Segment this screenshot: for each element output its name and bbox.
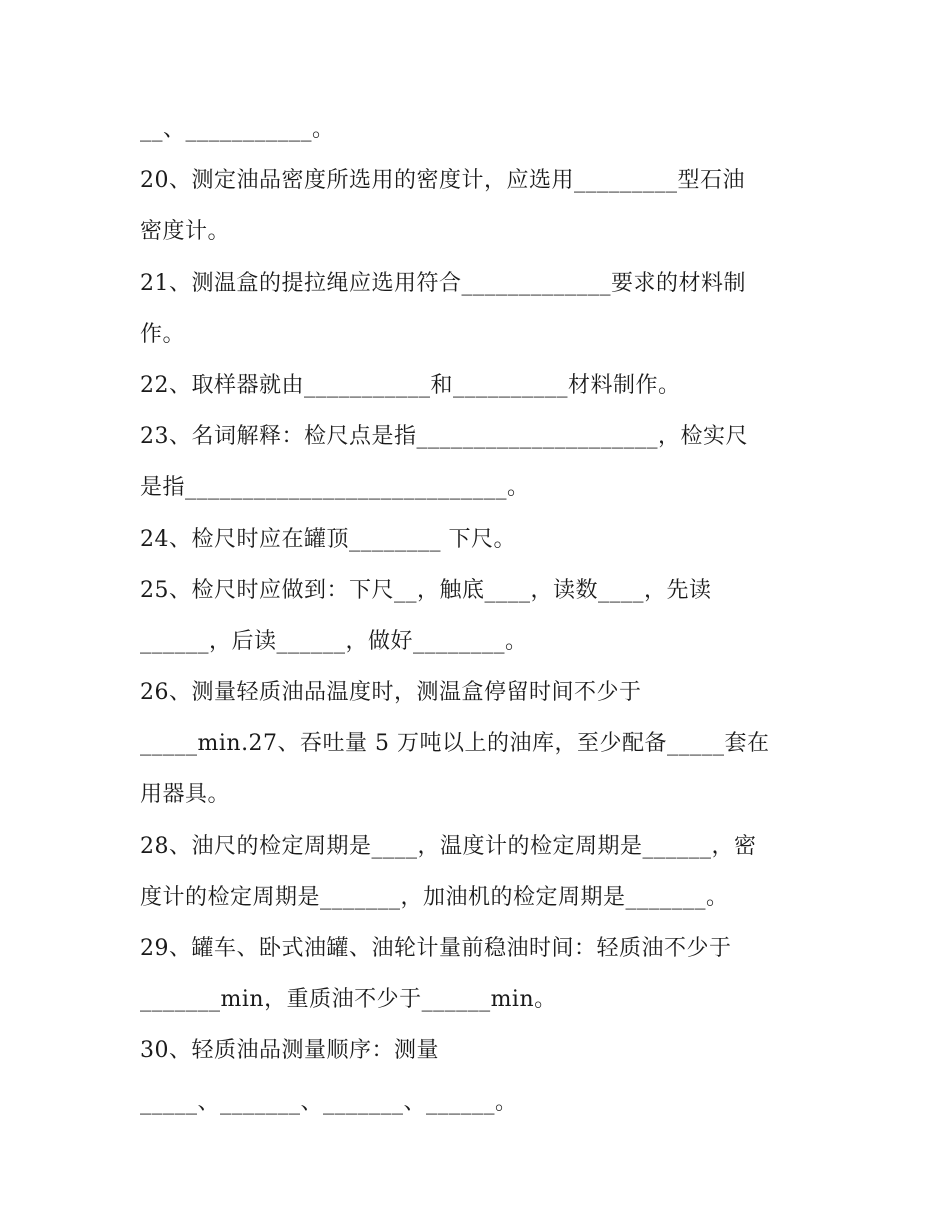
question-24-line-1: 24、检尺时应在罐顶________ 下尺。: [140, 526, 516, 552]
question-20-line-1: 20、测定油品密度所选用的密度计，应选用_________型石油: [140, 168, 745, 194]
question-29-line-2: _______min，重质油不少于______min。: [140, 987, 557, 1013]
document-page: [140, 104, 840, 1128]
text-line-1: __、___________。: [140, 117, 335, 142]
question-22-line-1: 22、取样器就由___________和__________材料制作。: [140, 372, 681, 398]
question-25-line-1: 25、检尺时应做到：下尺__，触底____，读数____，先读: [140, 577, 712, 603]
question-23-line-1: 23、名词解释：检尺点是指_____________________，检实尺: [140, 424, 748, 450]
question-30-line-1: 30、轻质油品测量顺序：测量: [140, 1038, 439, 1064]
question-29-line-1: 29、罐车、卧式油罐、油轮计量前稳油时间：轻质油不少于: [140, 936, 732, 961]
question-23-line-2: 是指____________________________。: [140, 475, 530, 501]
question-21-line-2: 作。: [140, 321, 186, 347]
question-21-line-1: 21、测温盒的提拉绳应选用符合_____________要求的材料制: [140, 270, 746, 296]
question-28-line-2: 度计的检定周期是_______，加油机的检定周期是_______。: [140, 884, 729, 910]
question-30-line-2: _____、_______、_______、______。: [140, 1089, 518, 1115]
question-26-27-line: _____min.27、吞吐量 5 万吨以上的油库，至少配备_____套在: [140, 731, 770, 757]
question-27-line-2: 用器具。: [140, 782, 231, 808]
question-28-line-1: 28、油尺的检定周期是____，温度计的检定周期是______，密: [140, 833, 757, 859]
question-26-line-1: 26、测量轻质油品温度时，测温盒停留时间不少于: [140, 680, 642, 706]
question-20-line-2: 密度计。: [140, 219, 231, 245]
question-25-line-2: ______，后读______，做好________。: [140, 628, 528, 654]
